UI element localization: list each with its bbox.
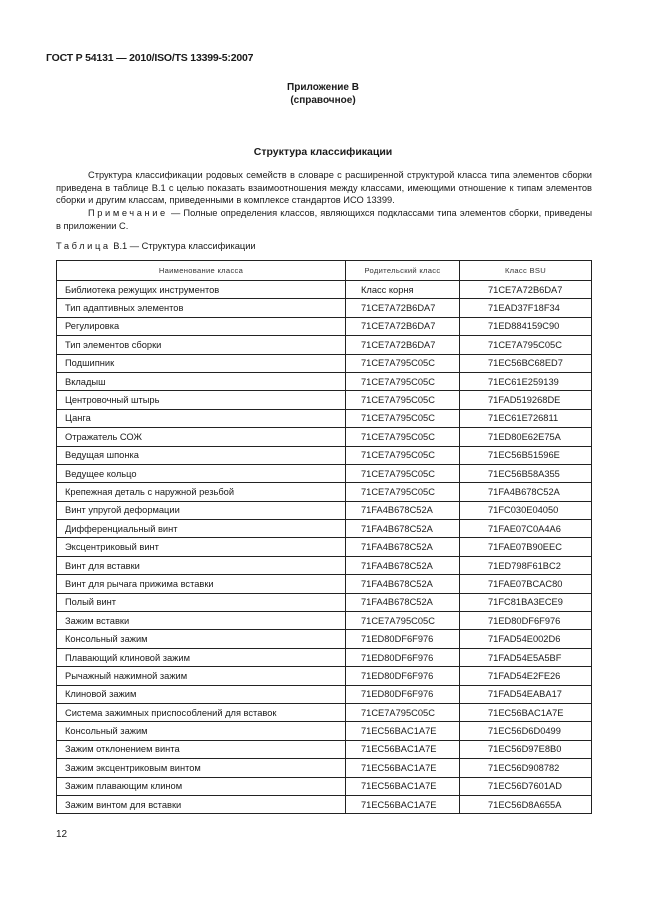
cell-class-name: Зажим эксцентриковым винтом xyxy=(57,759,346,777)
cell-class-name: Клиновой зажим xyxy=(57,685,346,703)
table-row xyxy=(57,667,592,685)
cell-class-name: Консольный зажим xyxy=(57,630,346,648)
classification-table xyxy=(56,260,592,814)
cell-parent-class: 71FA4B678C52A xyxy=(346,556,460,574)
table-row xyxy=(57,777,592,795)
cell-parent-class: 71ED80DF6F976 xyxy=(346,667,460,685)
cell-class-name: Центровочный штырь xyxy=(57,391,346,409)
note-text: — Полные определения классов, являющихся подклассами типа элементов сборки, приведены в приложении С. xyxy=(56,208,592,231)
cell-class-name: Зажим винтом для вставки xyxy=(57,795,346,813)
cell-bsu-class: 71EC56B58A355 xyxy=(460,464,592,482)
cell-parent-class: 71FA4B678C52A xyxy=(346,501,460,519)
cell-parent-class: 71CE7A72B6DA7 xyxy=(346,317,460,335)
cell-bsu-class: 71EAD37F18F34 xyxy=(460,299,592,317)
cell-class-name: Регулировка xyxy=(57,317,346,335)
table-caption xyxy=(56,241,256,251)
cell-class-name: Библиотека режущих инструментов xyxy=(57,281,346,299)
cell-bsu-class: 71FAD54EABA17 xyxy=(460,685,592,703)
cell-parent-class: 71CE7A795C05C xyxy=(346,612,460,630)
document-id: ГОСТ Р 54131 — 2010/ISO/TS 13399-5:2007 xyxy=(46,52,254,64)
page-number: 12 xyxy=(56,829,68,840)
cell-class-name: Подшипник xyxy=(57,354,346,372)
table-caption-text: В.1 — Структура классификации xyxy=(110,241,256,251)
table-row xyxy=(57,556,592,574)
cell-bsu-class: 71FA4B678C52A xyxy=(460,483,592,501)
cell-bsu-class: 71EC56D7601AD xyxy=(460,777,592,795)
cell-class-name: Дифференциальный винт xyxy=(57,520,346,538)
table-row xyxy=(57,593,592,611)
cell-bsu-class: 71FAE07B90EEC xyxy=(460,538,592,556)
cell-class-name: Полый винт xyxy=(57,593,346,611)
cell-parent-class: Класс корня xyxy=(346,281,460,299)
note-label: Примечание xyxy=(88,208,168,218)
cell-parent-class: 71CE7A795C05C xyxy=(346,428,460,446)
cell-parent-class: 71CE7A795C05C xyxy=(346,354,460,372)
table-row xyxy=(57,317,592,335)
table-row xyxy=(57,703,592,721)
cell-parent-class: 71FA4B678C52A xyxy=(346,538,460,556)
cell-class-name: Ведущее кольцо xyxy=(57,464,346,482)
note-paragraph xyxy=(56,207,592,232)
cell-parent-class: 71CE7A795C05C xyxy=(346,703,460,721)
cell-parent-class: 71CE7A795C05C xyxy=(346,464,460,482)
cell-parent-class: 71ED80DF6F976 xyxy=(346,648,460,666)
table-row xyxy=(57,685,592,703)
cell-class-name: Плавающий клиновой зажим xyxy=(57,648,346,666)
cell-parent-class: 71EC56BAC1A7E xyxy=(346,759,460,777)
cell-bsu-class: 71EC56BAC1A7E xyxy=(460,703,592,721)
cell-parent-class: 71CE7A795C05C xyxy=(346,372,460,390)
cell-bsu-class: 71EC56D97E8B0 xyxy=(460,740,592,758)
cell-parent-class: 71CE7A72B6DA7 xyxy=(346,336,460,354)
cell-parent-class: 71ED80DF6F976 xyxy=(346,630,460,648)
table-row xyxy=(57,464,592,482)
table-row xyxy=(57,575,592,593)
cell-parent-class: 71EC56BAC1A7E xyxy=(346,722,460,740)
cell-bsu-class: 71FAE07C0A4A6 xyxy=(460,520,592,538)
cell-parent-class: 71EC56BAC1A7E xyxy=(346,795,460,813)
cell-bsu-class: 71CE7A72B6DA7 xyxy=(460,281,592,299)
cell-class-name: Винт упругой деформации xyxy=(57,501,346,519)
table-row xyxy=(57,795,592,813)
cell-bsu-class: 71FAE07BCAC80 xyxy=(460,575,592,593)
cell-class-name: Винт для рычага прижима вставки xyxy=(57,575,346,593)
cell-class-name: Тип элементов сборки xyxy=(57,336,346,354)
cell-bsu-class: 71EC56BC68ED7 xyxy=(460,354,592,372)
cell-bsu-class: 71FC81BA3ECE9 xyxy=(460,593,592,611)
cell-bsu-class: 71FC030E04050 xyxy=(460,501,592,519)
table-row xyxy=(57,446,592,464)
table-row xyxy=(57,630,592,648)
table-row xyxy=(57,336,592,354)
cell-class-name: Зажим плавающим клином xyxy=(57,777,346,795)
cell-parent-class: 71FA4B678C52A xyxy=(346,575,460,593)
table-row xyxy=(57,538,592,556)
cell-class-name: Тип адаптивных элементов xyxy=(57,299,346,317)
cell-class-name: Отражатель СОЖ xyxy=(57,428,346,446)
column-header-class-name: Наименование класса xyxy=(57,261,346,281)
table-body xyxy=(57,281,592,814)
table-row xyxy=(57,612,592,630)
cell-bsu-class: 71FAD54E5A5BF xyxy=(460,648,592,666)
cell-class-name: Эксцентриковый винт xyxy=(57,538,346,556)
cell-class-name: Рычажный нажимной зажим xyxy=(57,667,346,685)
table-row xyxy=(57,501,592,519)
cell-bsu-class: 71EC61E259139 xyxy=(460,372,592,390)
cell-parent-class: 71EC56BAC1A7E xyxy=(346,777,460,795)
table-row xyxy=(57,354,592,372)
cell-bsu-class: 71FAD519268DE xyxy=(460,391,592,409)
table-row xyxy=(57,520,592,538)
cell-parent-class: 71FA4B678C52A xyxy=(346,593,460,611)
cell-bsu-class: 71ED884159C90 xyxy=(460,317,592,335)
column-header-parent-class: Родительский класс xyxy=(346,261,460,281)
cell-class-name: Консольный зажим xyxy=(57,722,346,740)
cell-class-name: Зажим вставки xyxy=(57,612,346,630)
cell-parent-class: 71ED80DF6F976 xyxy=(346,685,460,703)
table-row xyxy=(57,648,592,666)
cell-class-name: Вкладыш xyxy=(57,372,346,390)
cell-bsu-class: 71ED80DF6F976 xyxy=(460,612,592,630)
cell-bsu-class: 71EC56D6D0499 xyxy=(460,722,592,740)
cell-bsu-class: 71EC56D908782 xyxy=(460,759,592,777)
cell-parent-class: 71CE7A795C05C xyxy=(346,446,460,464)
table-caption-label: Таблица xyxy=(56,241,111,251)
cell-parent-class: 71FA4B678C52A xyxy=(346,520,460,538)
table-row xyxy=(57,299,592,317)
cell-parent-class: 71CE7A795C05C xyxy=(346,483,460,501)
section-title: Структура классификации xyxy=(253,146,393,158)
cell-class-name: Система зажимных приспособлений для вставок xyxy=(57,703,346,721)
cell-parent-class: 71CE7A795C05C xyxy=(346,391,460,409)
annex-subtitle: (справочное) xyxy=(290,95,356,106)
cell-bsu-class: 71ED798F61BC2 xyxy=(460,556,592,574)
cell-class-name: Крепежная деталь с наружной резьбой xyxy=(57,483,346,501)
column-header-bsu-class: Класс BSU xyxy=(460,261,592,281)
cell-class-name: Зажим отклонением винта xyxy=(57,740,346,758)
table-row xyxy=(57,759,592,777)
cell-bsu-class: 71EC56D8A655A xyxy=(460,795,592,813)
table-row xyxy=(57,483,592,501)
table-row xyxy=(57,740,592,758)
cell-class-name: Ведущая шпонка xyxy=(57,446,346,464)
table-row xyxy=(57,391,592,409)
annex-title: Приложение В xyxy=(287,82,359,93)
cell-parent-class: 71CE7A72B6DA7 xyxy=(346,299,460,317)
table-header-row xyxy=(57,261,592,281)
cell-class-name: Цанга xyxy=(57,409,346,427)
cell-bsu-class: 71FAD54E2FE26 xyxy=(460,667,592,685)
cell-class-name: Винт для вставки xyxy=(57,556,346,574)
table-row xyxy=(57,722,592,740)
cell-bsu-class: 71EC61E726811 xyxy=(460,409,592,427)
cell-parent-class: 71CE7A795C05C xyxy=(346,409,460,427)
table-row xyxy=(57,372,592,390)
cell-parent-class: 71EC56BAC1A7E xyxy=(346,740,460,758)
cell-bsu-class: 71EC56B51596E xyxy=(460,446,592,464)
cell-bsu-class: 71CE7A795C05C xyxy=(460,336,592,354)
table-row xyxy=(57,409,592,427)
cell-bsu-class: 71FAD54E002D6 xyxy=(460,630,592,648)
intro-paragraph: Структура классификации родовых семейств в словаре с расширенной структурой класса типа элементов сборки приведена в таблице В.1 с целью показать взаимоотношения между классами, имеющими отношение к типам элементов сборки и другим классам, приведенными в комплексе стандартов ИСО 13399. xyxy=(56,170,592,206)
table-row xyxy=(57,281,592,299)
table-row xyxy=(57,428,592,446)
cell-bsu-class: 71ED80E62E75A xyxy=(460,428,592,446)
